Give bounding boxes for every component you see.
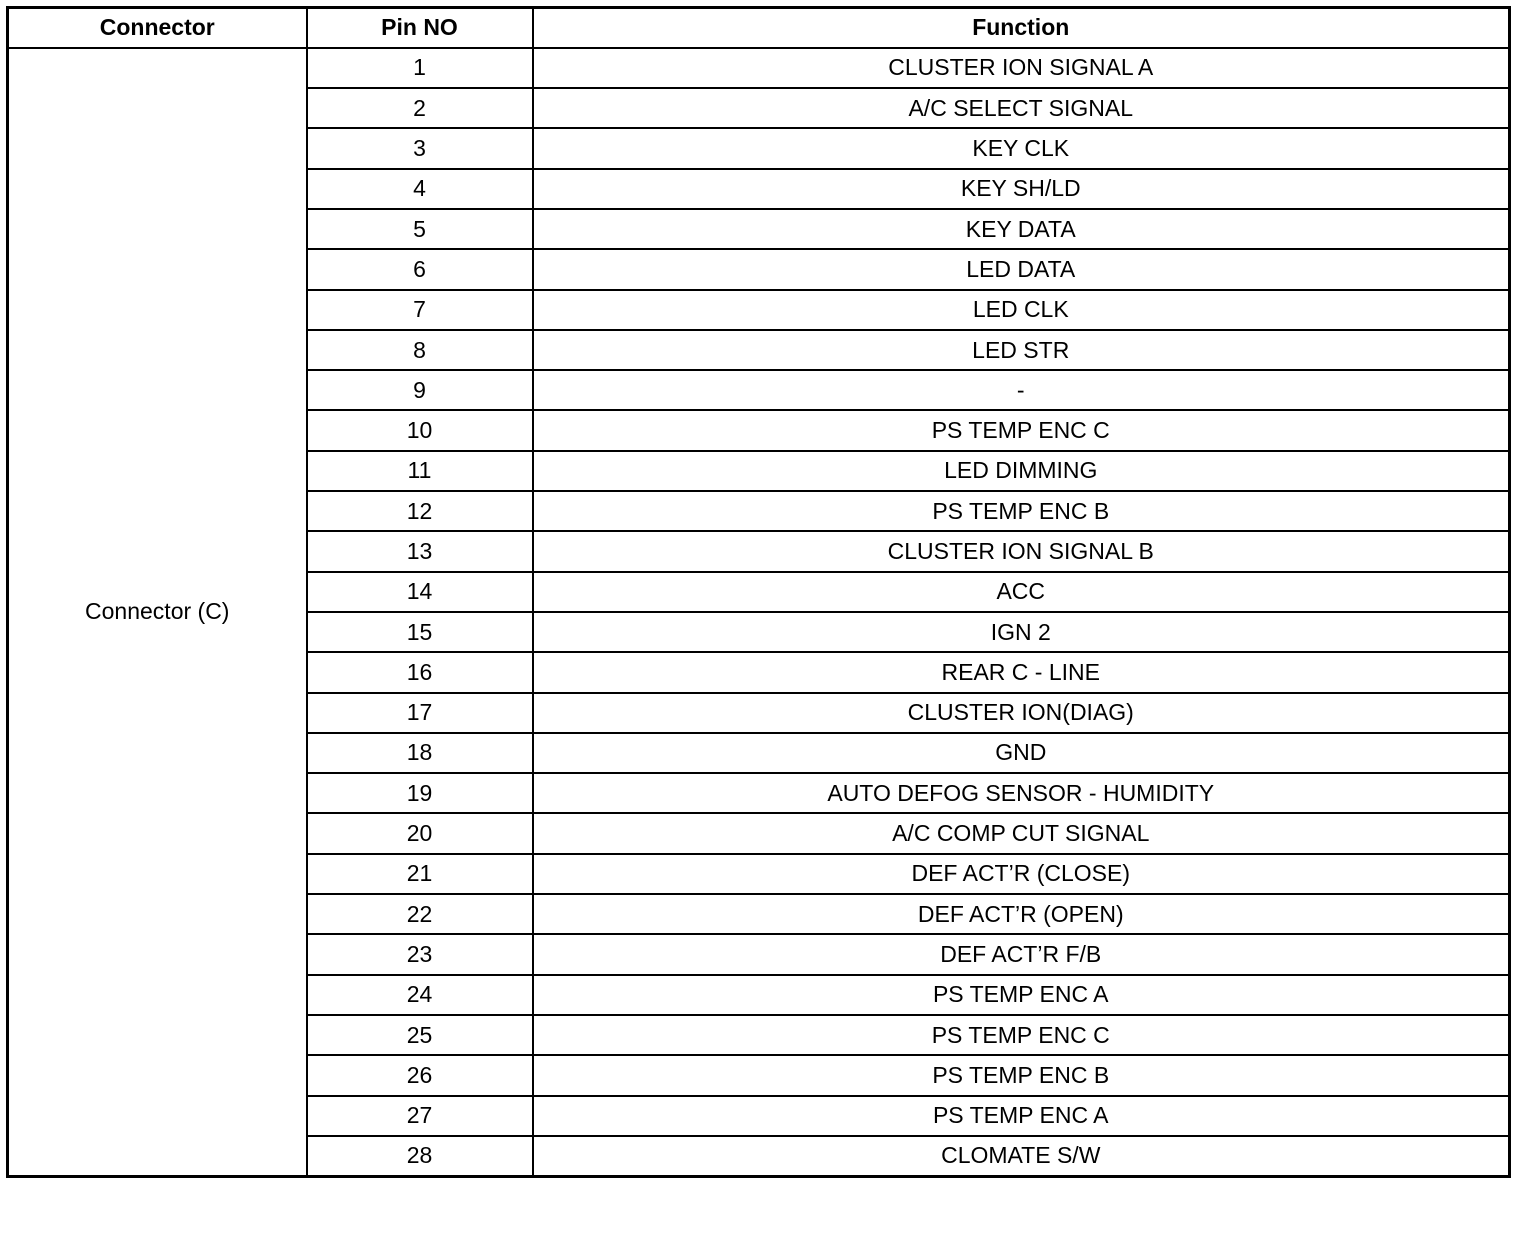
pin-number-cell: 17 (307, 693, 533, 733)
pin-number-cell: 25 (307, 1015, 533, 1055)
pin-number-cell: 5 (307, 209, 533, 249)
pin-number-cell: 26 (307, 1055, 533, 1095)
pin-number-cell: 27 (307, 1096, 533, 1136)
function-cell: PS TEMP ENC A (533, 975, 1510, 1015)
pin-number-cell: 15 (307, 612, 533, 652)
function-cell: LED DATA (533, 249, 1510, 289)
function-cell: PS TEMP ENC A (533, 1096, 1510, 1136)
function-cell: PS TEMP ENC B (533, 491, 1510, 531)
pin-number-cell: 23 (307, 934, 533, 974)
function-cell: IGN 2 (533, 612, 1510, 652)
pin-number-cell: 10 (307, 410, 533, 450)
function-cell: - (533, 370, 1510, 410)
header-function: Function (533, 8, 1510, 48)
pin-number-cell: 2 (307, 88, 533, 128)
function-cell: CLUSTER ION(DIAG) (533, 693, 1510, 733)
function-cell: AUTO DEFOG SENSOR - HUMIDITY (533, 773, 1510, 813)
function-cell: PS TEMP ENC C (533, 410, 1510, 450)
function-cell: DEF ACT’R (OPEN) (533, 894, 1510, 934)
pin-number-cell: 20 (307, 813, 533, 853)
function-cell: ACC (533, 572, 1510, 612)
pin-number-cell: 13 (307, 531, 533, 571)
header-row (8, 8, 1510, 48)
pin-number-cell: 21 (307, 854, 533, 894)
pin-number-cell: 6 (307, 249, 533, 289)
function-cell: KEY DATA (533, 209, 1510, 249)
function-cell: PS TEMP ENC C (533, 1015, 1510, 1055)
function-cell: PS TEMP ENC B (533, 1055, 1510, 1095)
header-connector: Connector (8, 8, 307, 48)
function-cell: CLUSTER ION SIGNAL B (533, 531, 1510, 571)
pin-number-cell: 1 (307, 48, 533, 88)
pin-number-cell: 28 (307, 1136, 533, 1176)
function-cell: DEF ACT’R F/B (533, 934, 1510, 974)
table-body (8, 48, 1510, 1176)
function-cell: LED STR (533, 330, 1510, 370)
pin-number-cell: 3 (307, 128, 533, 168)
function-cell: REAR C - LINE (533, 652, 1510, 692)
pin-number-cell: 24 (307, 975, 533, 1015)
function-cell: KEY CLK (533, 128, 1510, 168)
pin-number-cell: 18 (307, 733, 533, 773)
pin-number-cell: 19 (307, 773, 533, 813)
function-cell: A/C COMP CUT SIGNAL (533, 813, 1510, 853)
function-cell: LED CLK (533, 290, 1510, 330)
pin-number-cell: 12 (307, 491, 533, 531)
connector-cell: Connector (C) (8, 48, 307, 1176)
pin-number-cell: 9 (307, 370, 533, 410)
pin-number-cell: 22 (307, 894, 533, 934)
pin-number-cell: 11 (307, 451, 533, 491)
pin-function-table (6, 6, 1511, 1178)
pin-number-cell: 7 (307, 290, 533, 330)
pin-number-cell: 4 (307, 169, 533, 209)
pin-number-cell: 14 (307, 572, 533, 612)
function-cell: DEF ACT’R (CLOSE) (533, 854, 1510, 894)
function-cell: A/C SELECT SIGNAL (533, 88, 1510, 128)
pin-number-cell: 16 (307, 652, 533, 692)
header-pin-no: Pin NO (307, 8, 533, 48)
table-row (8, 48, 1510, 88)
function-cell: CLUSTER ION SIGNAL A (533, 48, 1510, 88)
function-cell: KEY SH/LD (533, 169, 1510, 209)
function-cell: GND (533, 733, 1510, 773)
function-cell: LED DIMMING (533, 451, 1510, 491)
function-cell: CLOMATE S/W (533, 1136, 1510, 1176)
pin-number-cell: 8 (307, 330, 533, 370)
